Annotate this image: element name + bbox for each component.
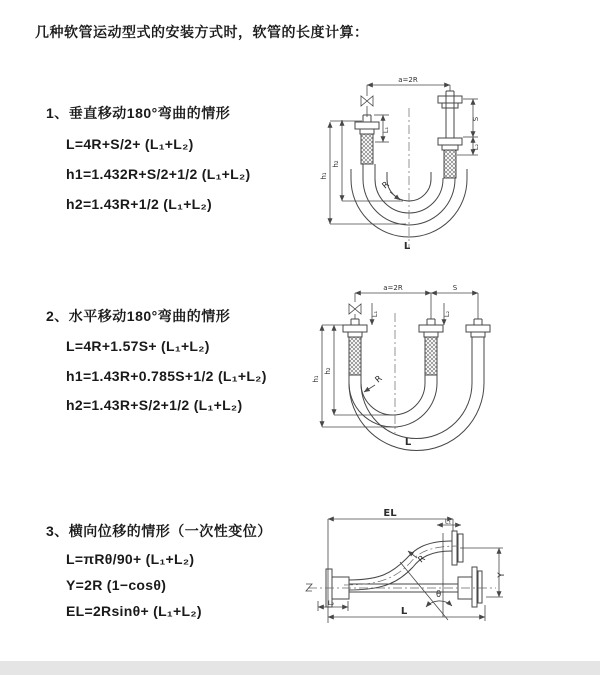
section-1-formula-l: L=4R+S/2+ (L₁+L₂) [66,136,194,152]
dim-label-theta: θ [436,590,442,600]
diagram-vertical-movement [310,72,600,272]
dim-label-h2: h₂ [332,160,340,168]
section-1-formula-h2: h2=1.43R+1/2 (L₁+L₂) [66,196,213,212]
section-1-formula-h1: h1=1.432R+S/2+1/2 (L₁+L₂) [66,166,251,182]
straight-pipe [326,567,482,607]
dim-label-radius: R [416,553,428,566]
right-pipe-assembly [466,319,490,378]
left-pipe-assembly [343,319,367,375]
dim-label-l2: L₂ [472,143,480,151]
dim-label-a2r: a=2R [398,76,418,84]
datum-mark [306,584,312,591]
dim-label-a2r: a=2R [383,284,403,292]
diagram-lateral-displacement [300,505,600,650]
dim-label-l1: L₁ [444,517,452,526]
dim-label-l2: L₂ [443,310,451,318]
left-pipe-assembly [355,115,379,164]
section-2-heading: 2、水平移动180°弯曲的情形 [46,308,231,324]
dim-label-l2: L₂ [327,599,335,607]
diagram-horizontal-movement [308,283,600,460]
diagram-2-drawing [308,283,600,455]
dim-label-l1: L₁ [371,310,379,318]
section-3-heading: 3、横向位移的情形（一次性变位） [46,523,272,539]
dim-label-y: Y [497,572,507,578]
page-bottom-edge [0,661,600,675]
page-title: 几种软管运动型式的安装方式时，软管的长度计算： [35,24,369,40]
section-2-formula-h2: h2=1.43R+S/2+1/2 (L₁+L₂) [66,397,243,413]
section-1-heading: 1、垂直移动180°弯曲的情形 [46,105,231,121]
right-pipe-assembly [438,91,462,178]
hose-u-bends [349,375,484,451]
hose-s-curve [349,541,452,590]
diagram-3-drawing [300,505,600,645]
section-3-formula-y: Y=2R (1−cosθ) [66,577,167,593]
dim-label-length: L [400,606,408,617]
dim-label-h1: h₁ [320,172,328,180]
section-2-formula-l: L=4R+1.57S+ (L₁+L₂) [66,338,210,354]
dim-label-radius: R [373,373,385,386]
valve-icon [361,92,373,117]
diagram-1-drawing [310,72,600,267]
section-3-formula-el: EL=2Rsinθ+ (L₁+L₂) [66,603,202,619]
middle-pipe-assembly [419,319,443,375]
section-2-formula-h1: h1=1.43R+0.785S+1/2 (L₁+L₂) [66,368,267,384]
dim-label-s: S [452,284,458,292]
dim-label-radius: R [380,179,392,192]
dim-label-length: L [403,241,411,252]
valve-icon [349,304,361,319]
dim-label-s: S [472,116,480,122]
dim-label-l1: L₁ [382,126,390,134]
dim-label-el: EL [383,508,397,519]
section-3-formula-l: L=πRθ/90+ (L₁+L₂) [66,551,195,567]
dim-label-h2: h₂ [324,367,332,375]
dim-label-length: L [404,437,412,448]
angle-construction [400,533,452,620]
dim-label-h1: h₁ [312,375,320,383]
